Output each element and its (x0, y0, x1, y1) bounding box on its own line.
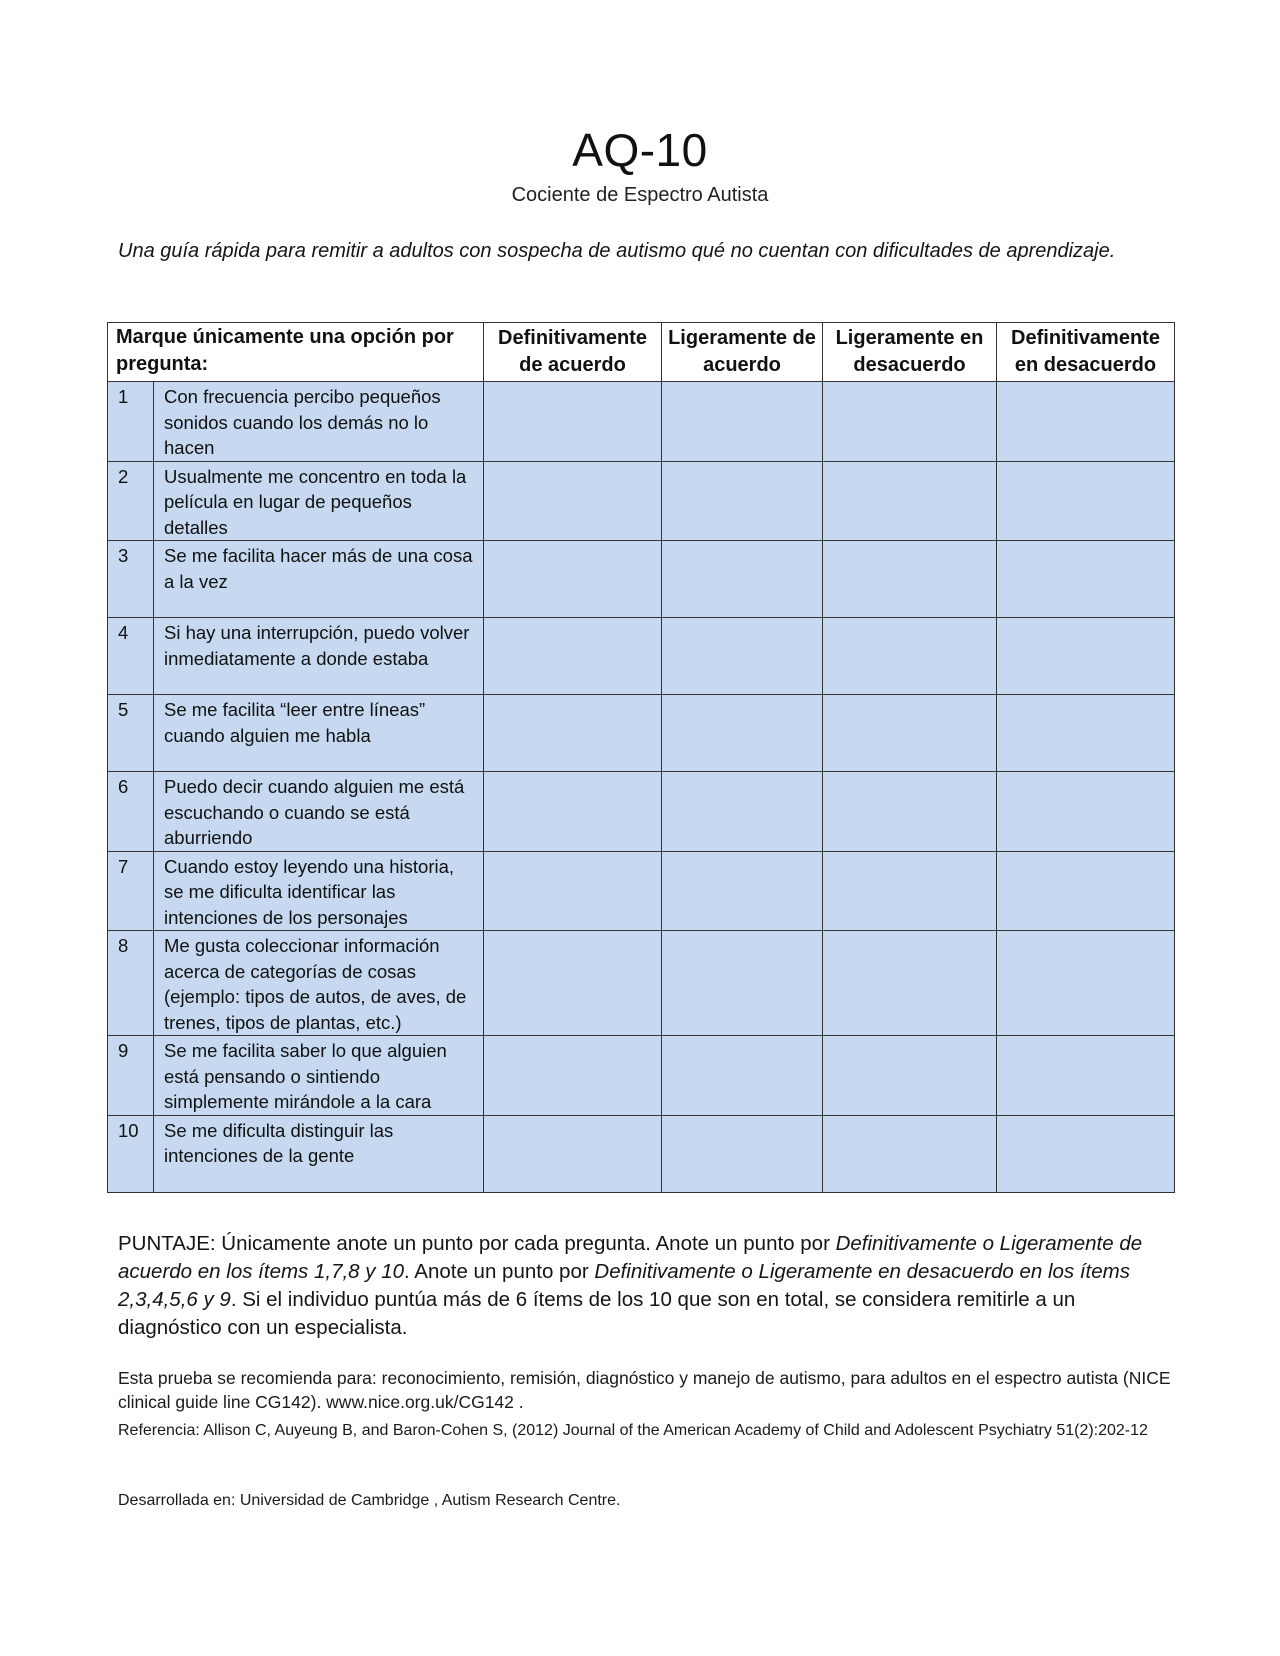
question-number: 4 (108, 618, 154, 695)
scoring-part-3: . Si el individuo puntúa más de 6 ítems de los 10 que son en total, se considera remitirle a un diagnóstico con un especialista. (118, 1288, 1076, 1339)
answer-cell-slightly-agree[interactable] (662, 772, 823, 852)
document-subtitle: Cociente de Espectro Autista (511, 184, 769, 206)
column-header-definitely-disagree: Definitivamente en desacuerdo (997, 323, 1175, 382)
answer-cell-slightly-agree[interactable] (662, 618, 823, 695)
answer-cell-slightly-disagree[interactable] (823, 1115, 997, 1192)
answer-cell-definitely-agree[interactable] (484, 618, 662, 695)
table-row (108, 1115, 1175, 1192)
answer-cell-definitely-agree[interactable] (484, 772, 662, 852)
question-number: 1 (108, 382, 154, 462)
answer-cell-definitely-disagree[interactable] (997, 931, 1175, 1036)
answer-cell-definitely-agree[interactable] (484, 1115, 662, 1192)
answer-cell-slightly-agree[interactable] (662, 461, 823, 541)
question-number: 10 (108, 1115, 154, 1192)
scoring-part-1: PUNTAJE: Únicamente anote un punto por cada pregunta. Anote un punto por (118, 1232, 836, 1255)
scoring-text (118, 1230, 1178, 1342)
answer-cell-slightly-disagree[interactable] (823, 695, 997, 772)
questionnaire-table (107, 322, 1175, 1193)
table-row (108, 851, 1175, 931)
answer-cell-definitely-agree[interactable] (484, 851, 662, 931)
answer-cell-slightly-agree[interactable] (662, 541, 823, 618)
answer-cell-slightly-disagree[interactable] (823, 382, 997, 462)
recommendation-text: Esta prueba se recomienda para: reconocimiento, remisión, diagnóstico y manejo de autismo, para adultos en el espectro autista (NICE clinical guide line CG142). www.nice.org.uk/CG142 . (118, 1368, 1171, 1412)
intro-text: Una guía rápida para remitir a adultos con sospecha de autismo qué no cuentan con dificultades de aprendizaje. (118, 240, 1116, 262)
answer-cell-definitely-disagree[interactable] (997, 1115, 1175, 1192)
answer-cell-slightly-agree[interactable] (662, 382, 823, 462)
table-header-row (108, 323, 1175, 382)
answer-cell-slightly-disagree[interactable] (823, 851, 997, 931)
table-row (108, 461, 1175, 541)
answer-cell-definitely-disagree[interactable] (997, 1036, 1175, 1116)
question-text: Con frecuencia percibo pequeños sonidos cuando los demás no lo hacen (154, 382, 484, 462)
answer-cell-definitely-disagree[interactable] (997, 695, 1175, 772)
answer-cell-slightly-disagree[interactable] (823, 541, 997, 618)
column-header-slightly-agree: Ligeramente de acuerdo (662, 323, 823, 382)
question-text: Se me dificulta distinguir las intenciones de la gente (154, 1115, 484, 1192)
table-row (108, 1036, 1175, 1116)
question-text: Se me facilita saber lo que alguien está pensando o sintiendo simplemente mirándole a la cara (154, 1036, 484, 1116)
answer-cell-slightly-disagree[interactable] (823, 772, 997, 852)
question-number: 6 (108, 772, 154, 852)
answer-cell-definitely-agree[interactable] (484, 695, 662, 772)
table-row (108, 382, 1175, 462)
answer-cell-slightly-disagree[interactable] (823, 931, 997, 1036)
question-text: Si hay una interrupción, puedo volver inmediatamente a donde estaba (154, 618, 484, 695)
answer-cell-definitely-disagree[interactable] (997, 772, 1175, 852)
table-row (108, 931, 1175, 1036)
answer-cell-definitely-disagree[interactable] (997, 461, 1175, 541)
scoring-agree-items: Definitivamente o Ligeramente de acuerdo en los ítems 1,7,8 y 10 (118, 1232, 1143, 1283)
scoring-disagree-items: Definitivamente o Ligeramente en desacuerdo en los ítems 2,3,4,5,6 y 9 (118, 1260, 1130, 1311)
table-row (108, 618, 1175, 695)
answer-cell-definitely-agree[interactable] (484, 931, 662, 1036)
answer-cell-definitely-agree[interactable] (484, 382, 662, 462)
question-text: Me gusta coleccionar información acerca de categorías de cosas (ejemplo: tipos de autos, de aves, de trenes, tipos de plantas, etc.) (154, 931, 484, 1036)
table-row (108, 541, 1175, 618)
answer-cell-definitely-disagree[interactable] (997, 541, 1175, 618)
table-row (108, 772, 1175, 852)
answer-cell-definitely-agree[interactable] (484, 541, 662, 618)
question-number: 5 (108, 695, 154, 772)
question-number: 9 (108, 1036, 154, 1116)
developed-by-text: Desarrollada en: Universidad de Cambridge , Autism Research Centre. (118, 1492, 621, 1509)
column-header-slightly-disagree: Ligeramente en desacuerdo (823, 323, 997, 382)
column-header-definitely-agree: Definitivamente de acuerdo (484, 323, 662, 382)
question-text: Usualmente me concentro en toda la película en lugar de pequeños detalles (154, 461, 484, 541)
question-number: 2 (108, 461, 154, 541)
answer-cell-slightly-agree[interactable] (662, 851, 823, 931)
answer-cell-slightly-disagree[interactable] (823, 461, 997, 541)
table-row (108, 695, 1175, 772)
question-number: 7 (108, 851, 154, 931)
answer-cell-slightly-agree[interactable] (662, 1115, 823, 1192)
question-text: Puedo decir cuando alguien me está escuchando o cuando se está aburriendo (154, 772, 484, 852)
reference-text: Referencia: Allison C, Auyeung B, and Baron-Cohen S, (2012) Journal of the American Academy of Child and Adolescent Psychiatry 51(2):202-12 (118, 1422, 1148, 1439)
question-text: Se me facilita “leer entre líneas” cuando alguien me habla (154, 695, 484, 772)
answer-cell-definitely-agree[interactable] (484, 461, 662, 541)
answer-cell-slightly-agree[interactable] (662, 1036, 823, 1116)
question-number: 3 (108, 541, 154, 618)
instruction-header: Marque únicamente una opción por pregunta: (108, 323, 484, 382)
answer-cell-slightly-agree[interactable] (662, 931, 823, 1036)
answer-cell-definitely-disagree[interactable] (997, 618, 1175, 695)
question-number: 8 (108, 931, 154, 1036)
answer-cell-definitely-disagree[interactable] (997, 382, 1175, 462)
scoring-part-2: . Anote un punto por (404, 1260, 595, 1283)
answer-cell-slightly-disagree[interactable] (823, 1036, 997, 1116)
question-text: Se me facilita hacer más de una cosa a la vez (154, 541, 484, 618)
question-text: Cuando estoy leyendo una historia, se me dificulta identificar las intenciones de los personajes (154, 851, 484, 931)
answer-cell-slightly-disagree[interactable] (823, 618, 997, 695)
answer-cell-slightly-agree[interactable] (662, 695, 823, 772)
answer-cell-definitely-disagree[interactable] (997, 851, 1175, 931)
answer-cell-definitely-agree[interactable] (484, 1036, 662, 1116)
document-title: AQ-10 (572, 124, 708, 176)
